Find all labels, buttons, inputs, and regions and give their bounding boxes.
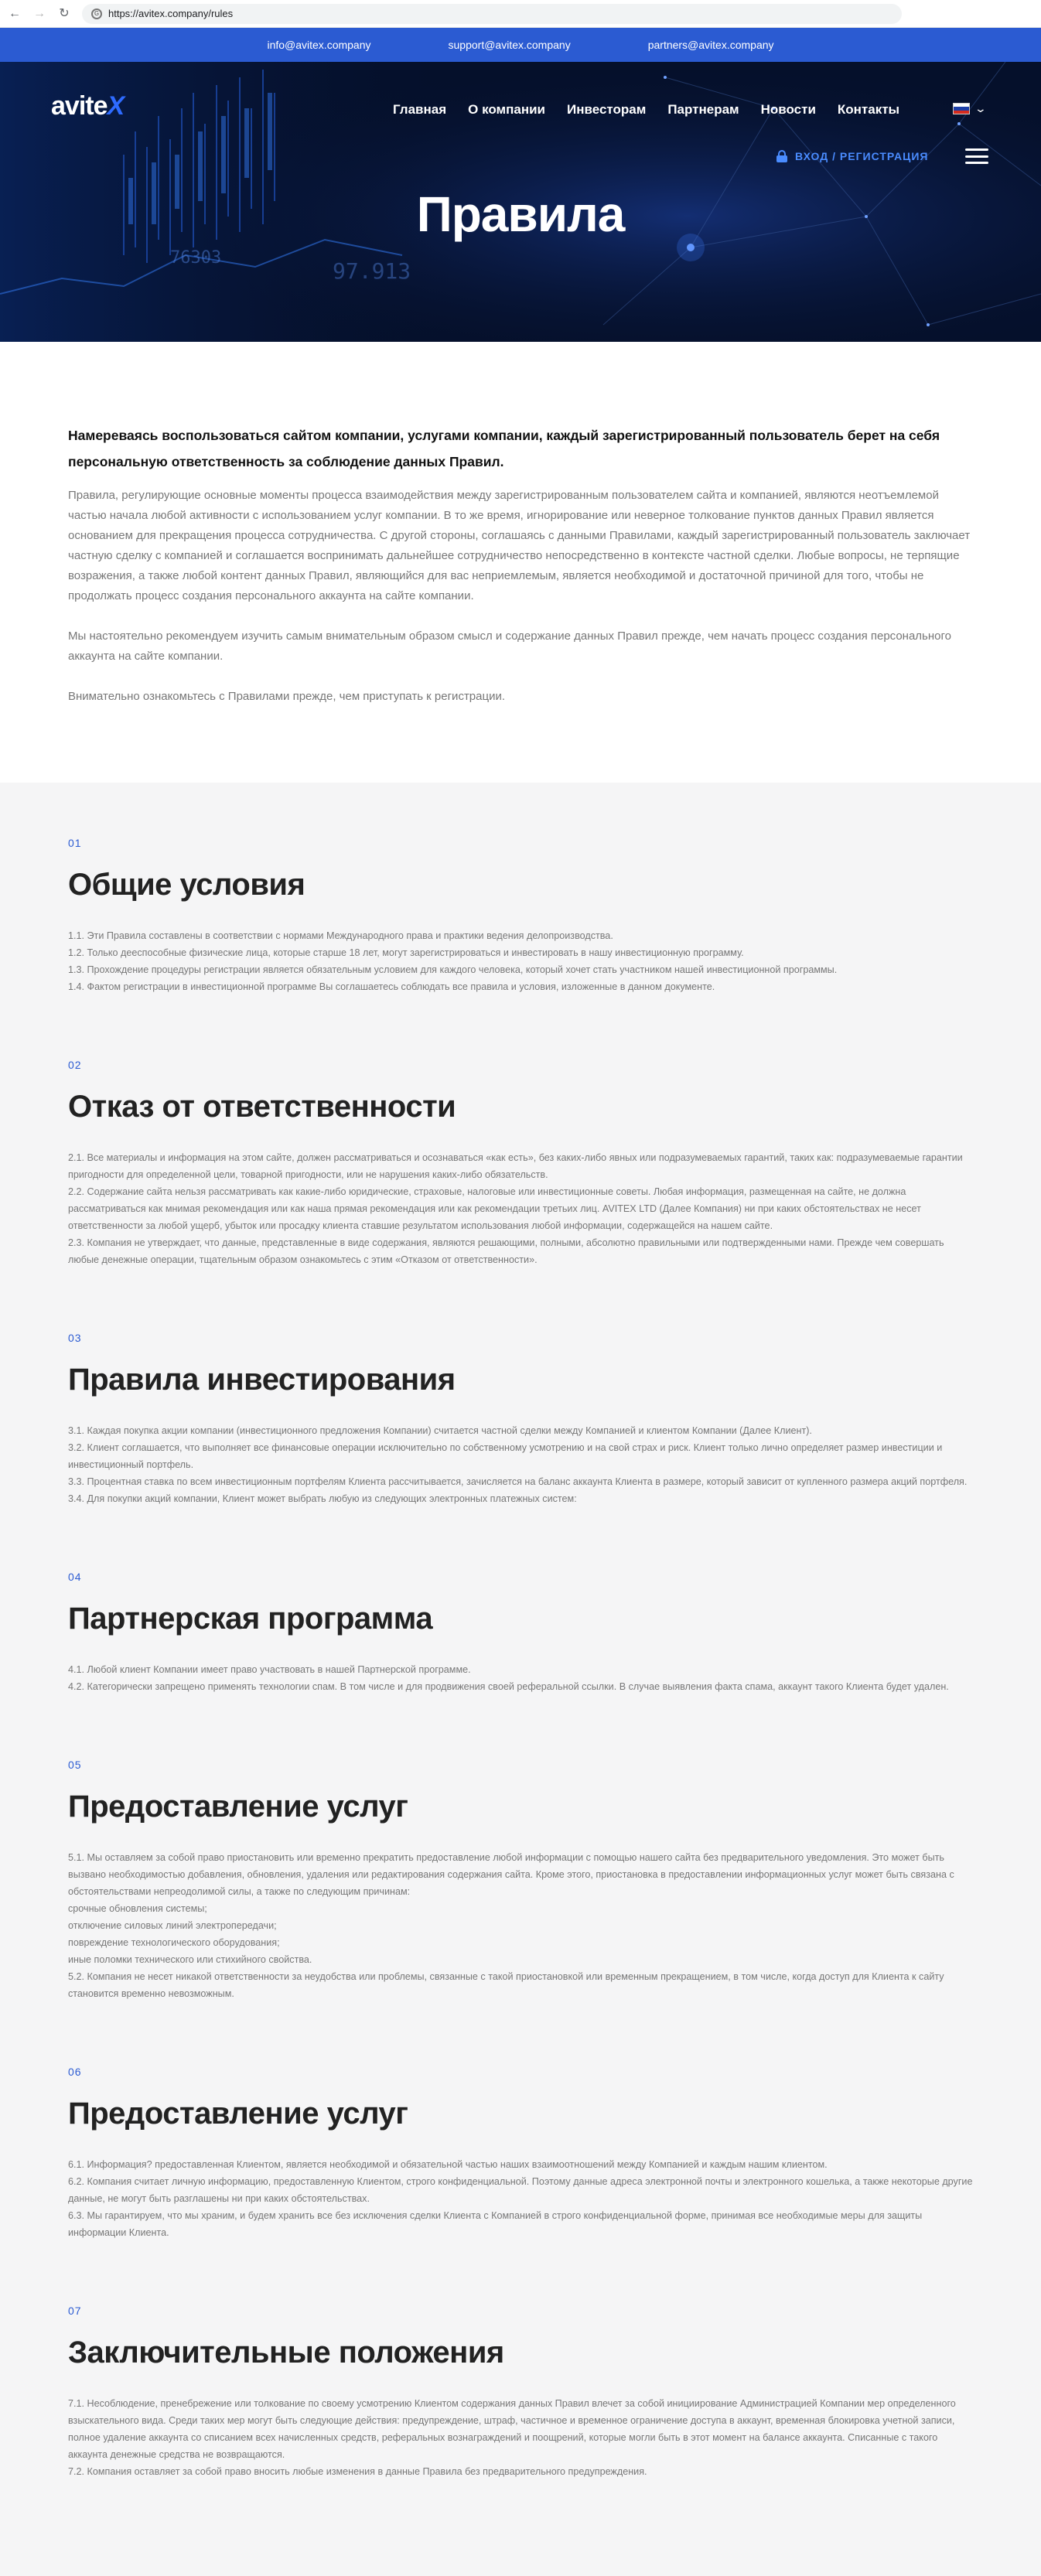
page-title: Правила — [416, 186, 625, 242]
rule-item: 5.1. Мы оставляем за собой право приостановить или временно прекратить предоставление любой информации с помощью нашего сайта без предварительного уведомления. Это может быть вызвано необходимостью добавления, обновления, удаления или редактирования содержания сайта. Кроме этого, приостановка в предоставлении информационных услуг может быть связана с обстоятельствами непреодолимой силы, а также по следующим причинам: — [68, 1852, 954, 1897]
section-number: 06 — [68, 2066, 82, 2078]
rule-item: 1.4. Фактом регистрации в инвестиционной программе Вы соглашаетесь соблюдать все правила и условия, изложенные в данном документе. — [68, 981, 715, 992]
section-title: Партнерская программа — [68, 1602, 433, 1636]
rule-section — [68, 837, 973, 995]
section-body — [68, 1149, 973, 1268]
rule-item: 7.1. Несоблюдение, пренебрежение или толкование по своему усмотрению Клиентом содержания данных Правил влечет за собой инициирование Администрацией Компании мер определенного взыскательного вида. Среди таких мер могут быть следующие действия: предупреждение, штраф, частичное и временное ограничение доступа в аккаунт, временная блокировка учетной записи, полное удаление аккаунта со списанием всех начисленных средств, реферальных вознаграждений и поощрений, которые могли быть в этот момент на балансе аккаунта. Списанные с такого аккаунта денежные средства не возвращаются. — [68, 2398, 956, 2460]
section-title: Общие условия — [68, 868, 305, 902]
intro-lead: Намереваясь воспользоваться сайтом компании, услугами компании, каждый зарегистрированный пользователь берет на себя персональную ответственность за соблюдение данных Правил. — [68, 428, 940, 469]
rule-item: 2.3. Компания не утверждает, что данные, представленные в виде содержания, являются решающими, полными, абсолютно правильными или подтвержденными нами. Прежде чем совершать любые денежные операции, тщательным образом ознакомьтесь с этим «Отказом от ответственности». — [68, 1237, 944, 1265]
nav-item-home[interactable]: Главная — [393, 102, 447, 117]
section-body — [68, 1849, 973, 2002]
hamburger-menu-icon[interactable] — [965, 148, 988, 164]
language-selector[interactable] — [953, 102, 988, 115]
nav-item-about[interactable]: О компании — [468, 102, 545, 117]
rule-item: 2.1. Все материалы и информация на этом сайте, должен рассматриваться и осознаваться «как есть», без каких-либо явных или подразумеваемых гарантий, таких как: подразумеваемые гарантии пригодности для определенной цели, товарной пригодности, или не нарушения каких-либо обязательств. — [68, 1152, 963, 1180]
svg-text:76303: 76303 — [170, 248, 222, 268]
lock-icon — [776, 150, 787, 162]
section-title: Отказ от ответственности — [68, 1090, 456, 1124]
russian-flag-icon — [953, 103, 970, 114]
google-icon: G — [91, 9, 102, 19]
rule-item: 1.1. Эти Правила составлены в соответствии с нормами Международного права и практики ведения делопроизводства. — [68, 930, 613, 941]
nav-item-contacts[interactable]: Контакты — [837, 102, 900, 117]
rule-item: отключение силовых линий электропередачи; — [68, 1920, 277, 1931]
rule-item: 4.1. Любой клиент Компании имеет право участвовать в нашей Партнерской программе. — [68, 1664, 471, 1675]
section-body — [68, 1422, 973, 1507]
section-title: Предоставление услуг — [68, 2097, 408, 2131]
avitex-logo[interactable]: aviteX — [51, 91, 125, 121]
nav-item-partners[interactable]: Партнерам — [667, 102, 739, 117]
section-body — [68, 927, 973, 995]
rule-item: срочные обновления системы; — [68, 1903, 207, 1914]
section-number: 03 — [68, 1332, 82, 1344]
address-bar[interactable] — [82, 4, 902, 24]
section-number: 04 — [68, 1571, 82, 1583]
hero-banner — [0, 62, 1041, 342]
rule-item: 3.1. Каждая покупка акции компании (инвестиционного предложения Компании) считается частной сделки между Компанией и клиентом Компании (Далее Клиент). — [68, 1425, 812, 1436]
email-strip — [0, 28, 1041, 62]
email-link-partners[interactable]: partners@avitex.company — [647, 39, 774, 51]
reload-icon[interactable]: ↻ — [59, 6, 70, 20]
rules-list — [0, 783, 1041, 2576]
intro-paragraph: Внимательно ознакомьтесь с Правилами прежде, чем приступать к регистрации. — [68, 690, 506, 703]
login-register-link[interactable] — [776, 150, 928, 162]
rule-section — [68, 1759, 973, 2002]
intro-section — [0, 342, 1041, 783]
rule-item: 6.1. Информация? предоставленная Клиентом, является необходимой и обязательной частью наших взаимоотношений между Компанией и каждым нашим клиентом. — [68, 2159, 828, 2170]
rule-item: иные поломки технического или стихийного свойства. — [68, 1954, 312, 1965]
section-title: Заключительные положения — [68, 2335, 504, 2370]
back-arrow-icon[interactable]: ← — [9, 6, 21, 20]
rule-section — [68, 1059, 973, 1268]
rule-item: 4.2. Категорически запрещено применять технологии спам. В том числе и для продвижения своей реферальной ссылки. В случае выявления факта спама, аккаунт такого Клиента будет удален. — [68, 1681, 949, 1692]
section-number: 05 — [68, 1759, 82, 1771]
rule-item: 3.2. Клиент соглашается, что выполняет все финансовые операции исключительно по собственному усмотрению и на свой страх и риск. Клиент только лично определяет размер инвестиции и инвестиционный портфель. — [68, 1442, 943, 1470]
rule-item: 1.2. Только дееспособные физические лица, которые старше 18 лет, могут зарегистрироваться и инвестировать в нашу инвестиционную программу. — [68, 947, 744, 958]
rule-section — [68, 2066, 973, 2241]
nav-item-investors[interactable]: Инвесторам — [567, 102, 647, 117]
nav-item-news[interactable]: Новости — [760, 102, 816, 117]
intro-paragraph: Мы настоятельно рекомендуем изучить самым внимательным образом смысл и содержание данных Правил прежде, чем начать процесс создания персонального аккаунта на сайте компании. — [68, 629, 951, 663]
section-title: Предоставление услуг — [68, 1790, 408, 1824]
browser-toolbar — [0, 0, 1041, 28]
main-navigation — [393, 102, 899, 118]
rule-section — [68, 1332, 973, 1507]
forward-arrow-icon[interactable]: → — [33, 6, 46, 20]
section-number: 01 — [68, 837, 82, 849]
rule-item: 3.3. Процентная ставка по всем инвестиционным портфелям Клиента рассчитывается, зачисляется на баланс аккаунта Клиента в размере, который зависит от купленного размера акций портфеля. — [68, 1476, 968, 1487]
section-body — [68, 2156, 973, 2241]
svg-text:97.913: 97.913 — [333, 258, 411, 284]
login-register-label: ВХОД / РЕГИСТРАЦИЯ — [795, 150, 929, 162]
section-body — [68, 1661, 973, 1695]
rule-section — [68, 2305, 973, 2480]
rule-item: 6.2. Компания считает личную информацию, предоставленную Клиентом, строго конфиденциальной. Поэтому данные адреса электронной почты и электронного кошелька, а также некоторые другие данные, не могут быть разглашены ни при каких обстоятельствах. — [68, 2176, 973, 2204]
intro-paragraph: Правила, регулирующие основные моменты процесса взаимодействия между зарегистрированным пользователем сайта и компанией, являются неотъемлемой частью начала любой активности с использованием услуг компании. В то же время, игнорирование или неверное толкование пунктов данных Правил является основанием для прекращения процесса сотрудничества. С другой стороны, соглашаясь с данными Правилами, каждый зарегистрированный пользователь заключает частную сделку с компанией и соглашается воспринимать дальнейшее сотрудничество непосредственно в контексте частной сделки. Любые вопросы, не терпящие возражения, а также любой контент данных Правил, являющийся для вас неприемлемым, является необходимой и достаточной причиной для того, чтобы не продолжать процесс создания персонального аккаунта на сайте компании. — [68, 489, 971, 602]
rule-item: 3.4. Для покупки акций компании, Клиент может выбрать любую из следующих электронных платежных систем: — [68, 1493, 577, 1504]
email-link-info[interactable]: info@avitex.company — [267, 39, 371, 51]
url-text: https://avitex.company/rules — [108, 8, 234, 19]
chevron-down-icon: ⌄ — [974, 102, 988, 114]
rule-item: 7.2. Компания оставляет за собой право вносить любые изменения в данные Правила без предварительного предупреждения. — [68, 2466, 647, 2477]
rule-item: повреждение технологического оборудования; — [68, 1937, 280, 1948]
email-link-support[interactable]: support@avitex.company — [448, 39, 571, 51]
rule-item: 5.2. Компания не несет никакой ответственности за неудобства или проблемы, связанные с такой приостановкой или временным прекращением, в том числе, когда доступ для Клиента к сайту становится временно невозможным. — [68, 1971, 944, 1999]
section-title: Правила инвестирования — [68, 1363, 456, 1397]
rule-item: 1.3. Прохождение процедуры регистрации является обязательным условием для каждого человека, который хочет стать участником нашей инвестиционной программы. — [68, 964, 838, 975]
rule-item: 2.2. Содержание сайта нельзя рассматривать как какие-либо юридические, страховые, налоговые или инвестиционные советы. Любая информация, размещенная на сайте, не должна рассматриваться как мнимая рекомендация или как наша прямая рекомендация или как рекомендации третьих лиц. AVITEX LTD (Далее Компания) ни при каких обстоятельствах не несет ответственности за любой ущерб, убыток или просадку клиента ставшие результатом использования любой информации, содержащейся на нашем сайте. — [68, 1186, 921, 1231]
rule-item: 6.3. Мы гарантируем, что мы храним, и будем хранить все без исключения сделки Клиента с Компанией в строго конфиденциальной форме, принимая все необходимые меры для защиты информации Клиента. — [68, 2210, 923, 2238]
section-body — [68, 2395, 973, 2480]
section-number: 07 — [68, 2305, 82, 2317]
rule-section — [68, 1571, 973, 1695]
section-number: 02 — [68, 1059, 82, 1071]
